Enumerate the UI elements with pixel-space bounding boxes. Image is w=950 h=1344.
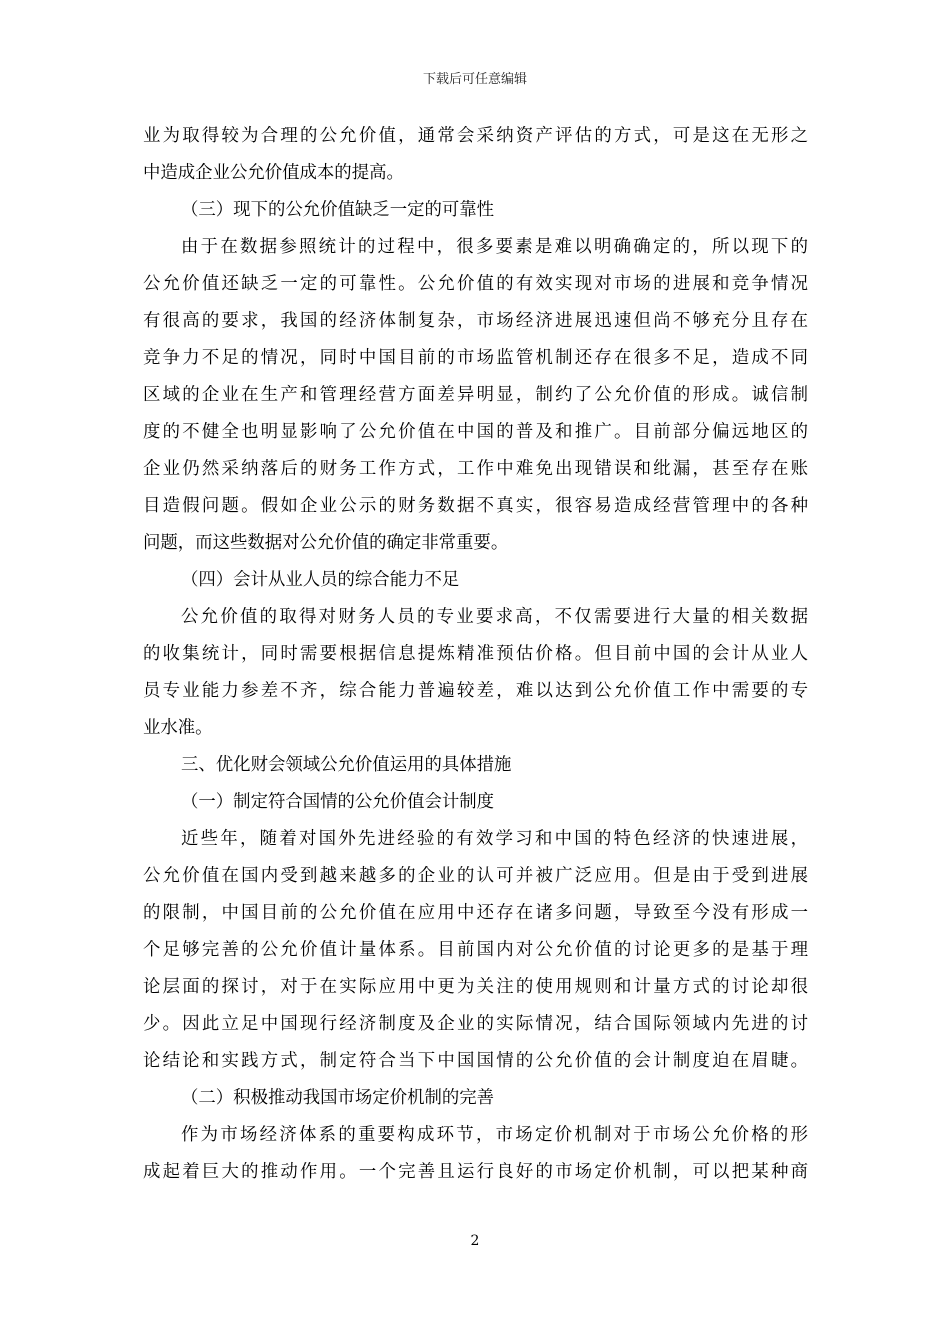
- text-line: 区域的企业在生产和管理经营方面差异明显，制约了公允价值的形成。诚信制: [143, 385, 808, 405]
- text-line: 公允价值的取得对财务人员的专业要求高，不仅需要进行大量的相关数据: [181, 607, 808, 627]
- page-header: 下载后可任意编辑: [422, 72, 527, 87]
- text-line: 有很高的要求，我国的经济体制复杂，市场经济进展迅速但尚不够充分且存在: [143, 311, 808, 331]
- text-line: 成起着巨大的推动作用。一个完善且运行良好的市场定价机制，可以把某种商: [143, 1162, 808, 1182]
- page-number: 2: [470, 1233, 480, 1249]
- text-line: 少。因此立足中国现行经济制度及企业的实际情况，结合国际领域内先进的讨: [143, 1014, 808, 1034]
- text-line: 个足够完善的公允价值计量体系。目前国内对公允价值的讨论更多的是基于理: [143, 940, 808, 960]
- text-line: （四）会计从业人员的综合能力不足: [181, 570, 460, 590]
- text-line: （三）现下的公允价值缺乏一定的可靠性: [181, 200, 495, 220]
- text-line: 企业仍然采纳落后的财务工作方式，工作中难免出现错误和纰漏，甚至存在账: [143, 459, 808, 479]
- text-line: 的收集统计，同时需要根据信息提炼精准预估价格。但目前中国的会计从业人: [143, 644, 808, 664]
- text-line: 论层面的探讨，对于在实际应用中更为关注的使用规则和计量方式的讨论却很: [143, 977, 808, 997]
- text-line: 公允价值还缺乏一定的可靠性。公允价值的有效实现对市场的进展和竞争情况: [143, 274, 808, 294]
- text-line: 三、优化财会领域公允价值运用的具体措施: [181, 755, 512, 775]
- text-line: （一）制定符合国情的公允价值会计制度: [181, 792, 495, 812]
- text-line: 中造成企业公允价值成本的提高。: [143, 163, 404, 183]
- text-line: 作为市场经济体系的重要构成环节，市场定价机制对于市场公允价格的形: [181, 1125, 808, 1145]
- text-line: （二）积极推动我国市场定价机制的完善: [181, 1088, 495, 1108]
- text-line: 员专业能力参差不齐，综合能力普遍较差，难以达到公允价值工作中需要的专: [143, 681, 808, 701]
- text-line: 公允价值在国内受到越来越多的企业的认可并被广泛应用。但是由于受到进展: [143, 866, 808, 886]
- text-line: 近些年，随着对国外先进经验的有效学习和中国的特色经济的快速进展，: [181, 829, 808, 849]
- text-line: 的限制，中国目前的公允价值在应用中还存在诸多问题，导致至今没有形成一: [143, 903, 808, 923]
- text-line: 问题，而这些数据对公允价值的确定非常重要。: [143, 533, 509, 553]
- text-line: 业为取得较为合理的公允价值，通常会采纳资产评估的方式，可是这在无形之: [143, 126, 808, 146]
- text-line: 由于在数据参照统计的过程中，很多要素是难以明确确定的，所以现下的: [181, 237, 808, 257]
- text-line: 目造假问题。假如企业公示的财务数据不真实，很容易造成经营管理中的各种: [143, 496, 808, 516]
- text-line: 度的不健全也明显影响了公允价值在中国的普及和推广。目前部分偏远地区的: [143, 422, 808, 442]
- text-line: 业水准。: [143, 718, 213, 738]
- document-body: [143, 118, 808, 1191]
- text-line: 竞争力不足的情况，同时中国目前的市场监管机制还存在很多不足，造成不同: [143, 348, 808, 368]
- text-line: 论结论和实践方式，制定符合当下中国国情的公允价值的会计制度迫在眉睫。: [143, 1051, 808, 1071]
